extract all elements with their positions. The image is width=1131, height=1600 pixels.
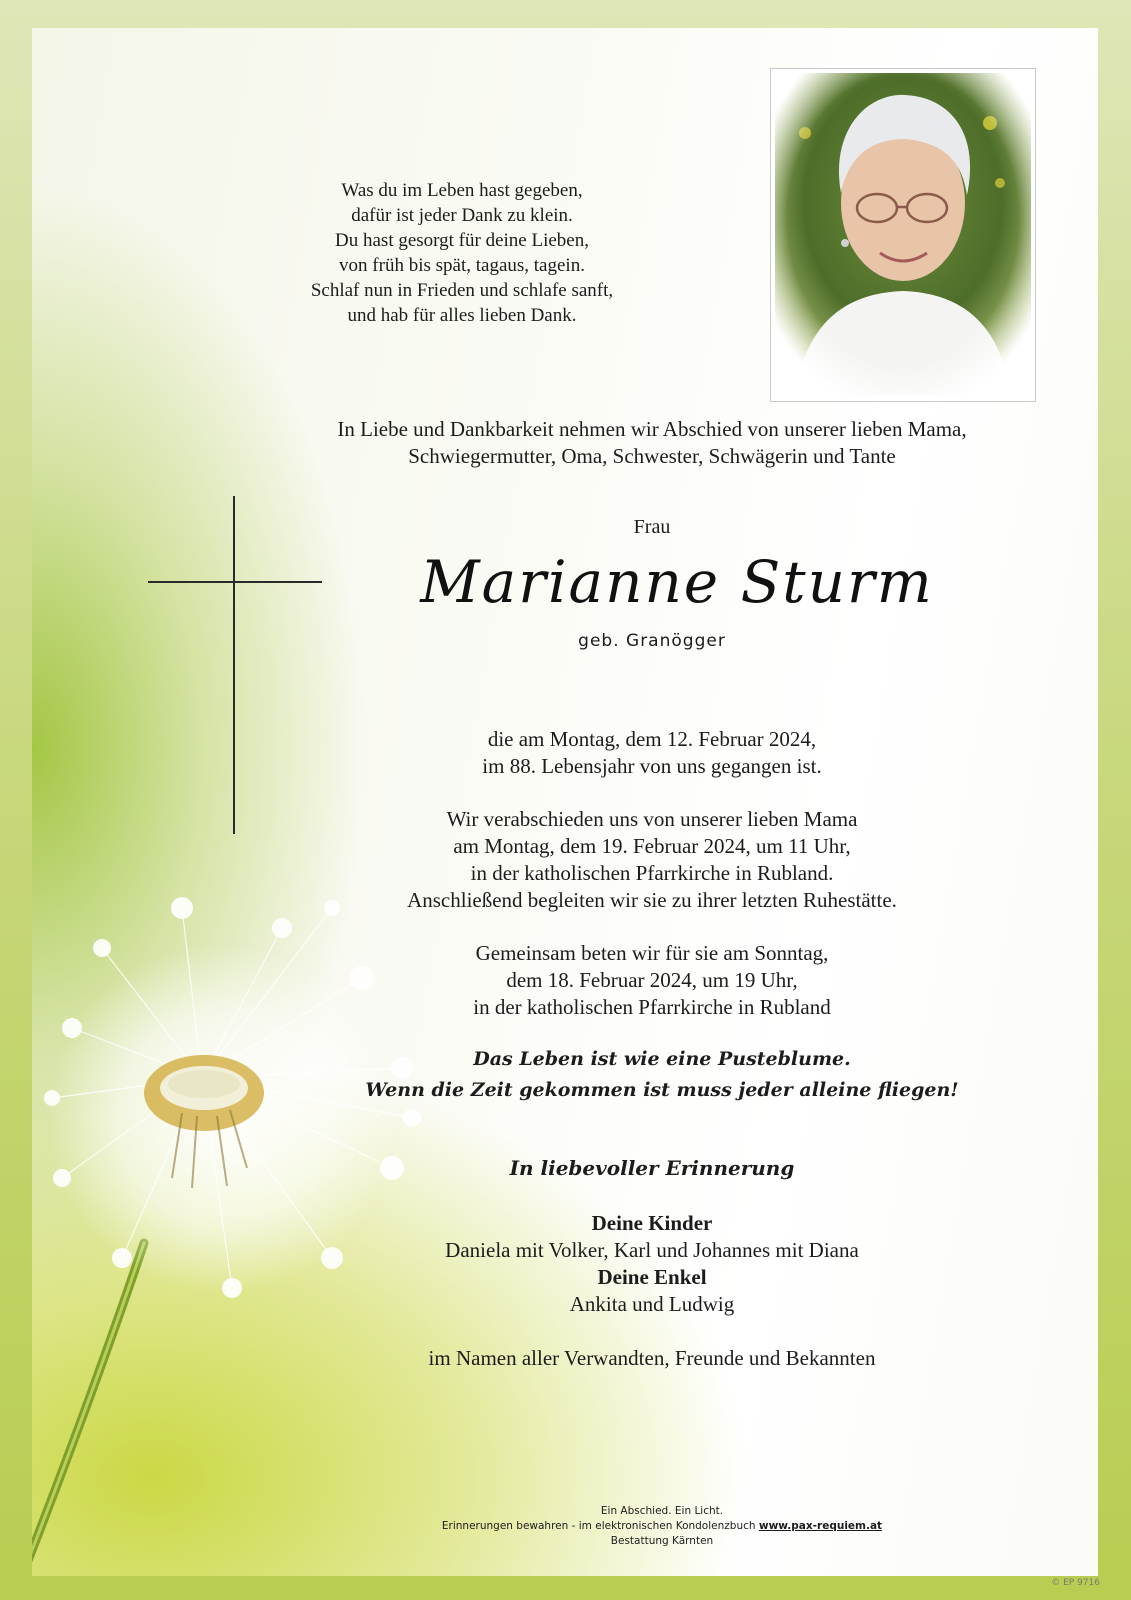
footer-company: Bestattung Kärnten xyxy=(610,1535,714,1547)
poem-line: und hab für alles lieben Dank. xyxy=(347,305,577,326)
farewell-line: Anschließend begleiten wir sie zu ihrer letzten Ruhestätte. xyxy=(407,888,897,912)
closing-line: im Namen aller Verwandten, Freunde und Bekannten xyxy=(428,1346,876,1370)
poem-line: dafür ist jeder Dank zu klein. xyxy=(351,205,573,226)
intro-text xyxy=(262,416,1042,470)
poem-line: von früh bis spät, tagaus, tagein. xyxy=(339,255,585,276)
poem-line: Schlaf nun in Frieden und schlafe sanft, xyxy=(310,280,614,301)
prayer-line: Gemeinsam beten wir für sie am Sonntag, xyxy=(475,941,829,965)
poem-line: Was du im Leben hast gegeben, xyxy=(341,180,583,201)
quote-line: Das Leben ist wie eine Pusteblume. xyxy=(473,1048,851,1070)
deceased-name: Marianne Sturm xyxy=(420,548,934,616)
intro-line: In Liebe und Dankbarkeit nehmen wir Abschied von unserer lieben Mama, xyxy=(337,417,967,441)
quote-line: Wenn die Zeit gekommen ist muss jeder alleine fliegen! xyxy=(365,1079,959,1101)
memory-heading: In liebevoller Erinnerung xyxy=(509,1156,795,1180)
maiden-name: geb. Granögger xyxy=(578,631,726,651)
condolence-link[interactable]: www.pax-requiem.at xyxy=(758,1520,883,1532)
children-heading: Deine Kinder xyxy=(591,1211,713,1235)
poem xyxy=(262,178,662,328)
footer-condolence-text: Erinnerungen bewahren - im elektronischen Kondolenzbuch xyxy=(441,1520,759,1532)
farewell-info xyxy=(332,806,972,914)
footer xyxy=(412,1504,912,1549)
cross-icon-bar xyxy=(148,581,322,583)
quote xyxy=(332,1044,992,1106)
death-notice xyxy=(332,726,972,780)
prayer-line: in der katholischen Pfarrkirche in Rubland xyxy=(473,995,831,1019)
cross-icon xyxy=(233,496,235,834)
farewell-line: in der katholischen Pfarrkirche in Rubland. xyxy=(470,861,834,885)
grandchildren-names: Ankita und Ludwig xyxy=(569,1292,735,1316)
portrait-frame xyxy=(770,68,1036,402)
prayer-info xyxy=(332,940,972,1021)
grandchildren-heading: Deine Enkel xyxy=(597,1265,707,1289)
poem-line: Du hast gesorgt für deine Lieben, xyxy=(335,230,589,251)
children-names: Daniela mit Volker, Karl und Johannes mit Diana xyxy=(445,1238,859,1262)
family-list xyxy=(362,1210,942,1318)
obituary-card xyxy=(32,28,1098,1576)
honorific: Frau xyxy=(633,516,671,538)
footer-tagline: Ein Abschied. Ein Licht. xyxy=(600,1505,724,1517)
death-notice-line: die am Montag, dem 12. Februar 2024, xyxy=(487,727,817,751)
prayer-line: dem 18. Februar 2024, um 19 Uhr, xyxy=(506,968,798,992)
document-stamp: © EP 9716 xyxy=(1051,1578,1100,1588)
footer-condolence xyxy=(412,1519,912,1534)
death-notice-line: im 88. Lebensjahr von uns gegangen ist. xyxy=(482,754,822,778)
intro-line: Schwiegermutter, Oma, Schwester, Schwägerin und Tante xyxy=(408,444,896,468)
farewell-line: am Montag, dem 19. Februar 2024, um 11 Uhr, xyxy=(453,834,851,858)
farewell-line: Wir verabschieden uns von unserer lieben Mama xyxy=(446,807,858,831)
portrait-photo xyxy=(775,73,1031,397)
